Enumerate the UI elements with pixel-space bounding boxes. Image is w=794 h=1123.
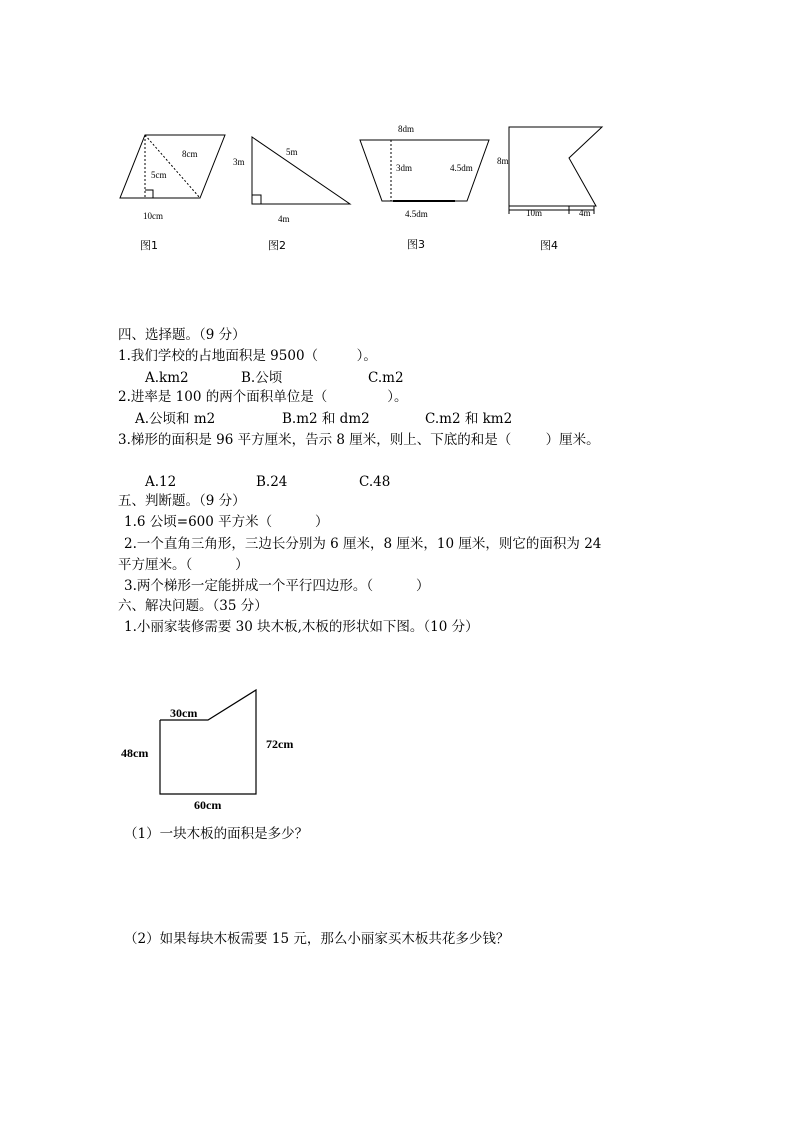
q3-option-b: B.24 bbox=[256, 474, 288, 490]
fig1-base-label: 10cm bbox=[143, 211, 163, 221]
section5-q1: 1.6 公顷=600 平方米（ ） bbox=[124, 514, 329, 530]
fig2-bottom-label: 4m bbox=[278, 214, 290, 224]
fig1-caption: 图1 bbox=[140, 239, 158, 252]
fig1-side-label: 8cm bbox=[182, 149, 198, 159]
board-top-label: 30cm bbox=[170, 706, 198, 720]
q2-option-b: B.m2 和 dm2 bbox=[282, 411, 370, 427]
q2-option-a: A.公顷和 m2 bbox=[135, 411, 216, 427]
fig4-caption: 图4 bbox=[540, 239, 558, 252]
q3-option-c: C.48 bbox=[359, 474, 391, 490]
fig2-hyp-label: 5m bbox=[286, 147, 298, 157]
section4-q2: 2.进率是 100 的两个面积单位是（ ）。 bbox=[118, 389, 408, 405]
fig4-bottom-b-label: 4m bbox=[579, 208, 591, 218]
fig3-height-label: 3dm bbox=[396, 163, 413, 173]
section5-q2-line1: 2.一个直角三角形，三边长分别为 6 厘米，8 厘米，10 厘米，则它的面积为 24 bbox=[124, 536, 602, 552]
section4-q3: 3.梯形的面积是 96 平方厘米，告示 8 厘米，则上、下底的和是（ ）厘米。 bbox=[118, 432, 600, 448]
board-bottom-label: 60cm bbox=[194, 798, 222, 812]
fig3-side-label: 4.5dm bbox=[450, 163, 473, 173]
fig2-left-label: 3m bbox=[233, 157, 245, 167]
figure-2-triangle bbox=[228, 128, 356, 228]
section6-q1: 1.小丽家装修需要 30 块木板,木板的形状如下图。（10 分） bbox=[124, 619, 479, 635]
board-figure bbox=[118, 683, 318, 813]
section5-q2-line2: 平方厘米。（ ） bbox=[118, 557, 249, 573]
section6-title: 六、解决问题。（35 分） bbox=[118, 598, 268, 614]
figure-3-trapezoid bbox=[355, 122, 495, 222]
q1-option-a: A.km2 bbox=[145, 370, 189, 386]
fig4-left-label: 8m bbox=[497, 156, 509, 166]
section4-q1: 1.我们学校的占地面积是 9500（ ）。 bbox=[118, 348, 377, 364]
fig4-bottom-a-label: 10m bbox=[526, 208, 543, 218]
section4-title: 四、选择题。（9 分） bbox=[118, 327, 246, 343]
fig3-top-label: 8dm bbox=[398, 124, 415, 134]
figure-4-flag bbox=[494, 122, 614, 222]
section6-sub1: （1）一块木板的面积是多少？ bbox=[124, 826, 309, 842]
figure-1-parallelogram bbox=[115, 128, 235, 228]
fig1-height-label: 5cm bbox=[151, 170, 167, 180]
q1-option-c: C.m2 bbox=[368, 370, 404, 386]
board-left-label: 48cm bbox=[121, 746, 149, 760]
q2-option-c: C.m2 和 km2 bbox=[425, 411, 513, 427]
section5-title: 五、判断题。（9 分） bbox=[118, 493, 246, 509]
fig3-caption: 图3 bbox=[407, 238, 425, 251]
section5-q3: 3.两个梯形一定能拼成一个平行四边形。（ ） bbox=[124, 578, 430, 594]
q3-option-a: A.12 bbox=[145, 474, 177, 490]
fig3-bottom-label: 4.5dm bbox=[405, 209, 428, 219]
board-right-label: 72cm bbox=[266, 737, 294, 751]
section6-sub2: （2）如果每块木板需要 15 元，那么小丽家买木板共花多少钱？ bbox=[124, 931, 510, 947]
q1-option-b: B.公顷 bbox=[241, 370, 283, 386]
fig2-caption: 图2 bbox=[268, 239, 286, 252]
